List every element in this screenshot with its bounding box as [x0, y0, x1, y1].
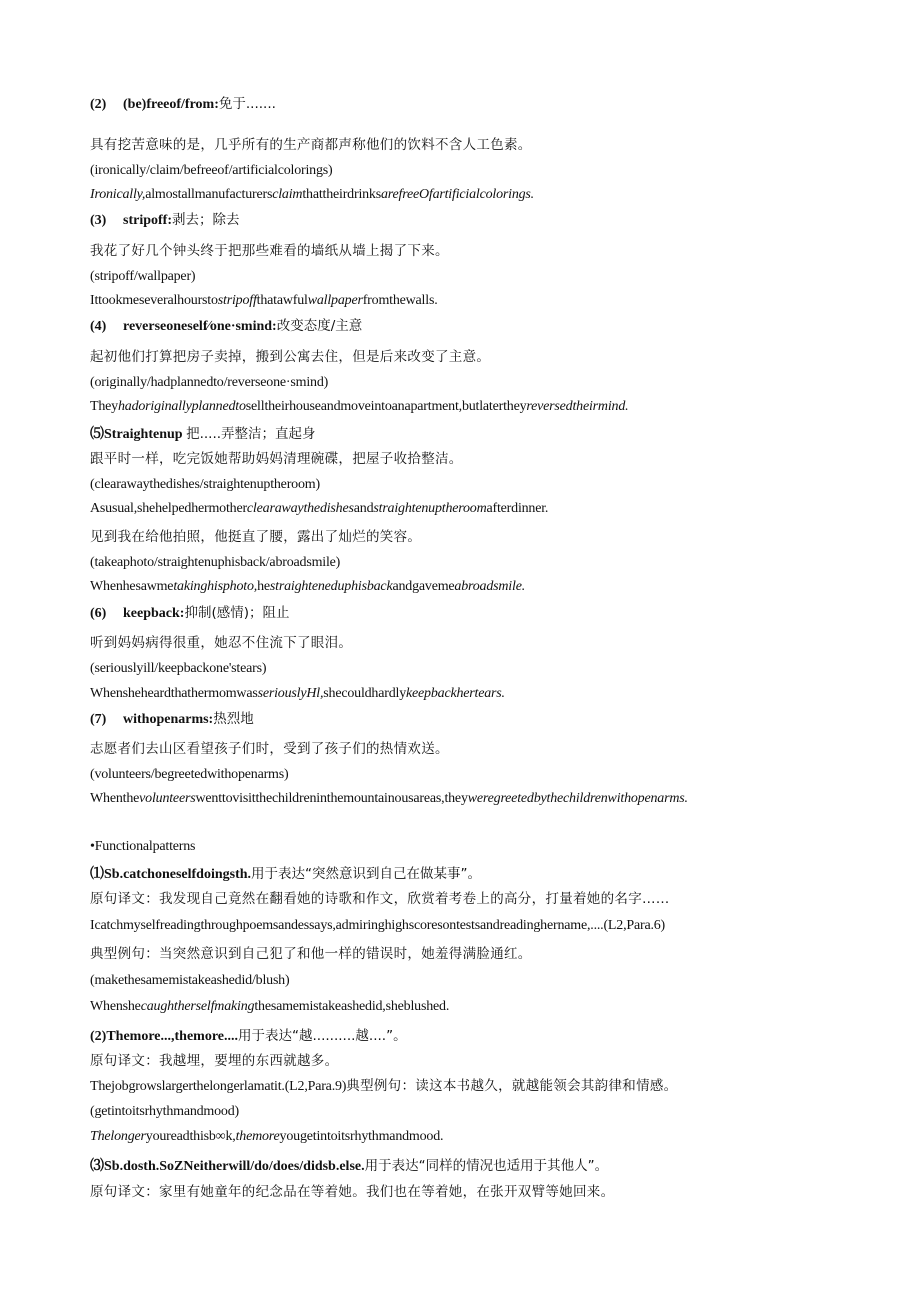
keyword-hint: (getintoitsrhythmandmood) [90, 1104, 239, 1119]
keyword-hint: (ironically/claim/befreeof/artificialcolorings) [90, 163, 333, 178]
heading-the-more: (2)Themore...,themore....用于表达“越..........越....”。 [90, 1028, 407, 1044]
heading-so-neither: ⑶Sb.dosth.SoZNeitherwill/do/does/didsb.else.用于表达“同样的情况也适用于其他人”。 [90, 1158, 609, 1174]
heading-with-open-arms: (7) withopenarms:热烈地 [90, 711, 254, 727]
keyword-hint: (volunteers/begreetedwithopenarms) [90, 767, 289, 782]
english-translation: Ironically,almostallmanufacturersclaimthattheirdrinksarefreeOfartificialcolorings. [90, 187, 534, 202]
english-translation: WhensheheardthathermomwasseriouslyHl,shecouldhardlykeepbackhertears. [90, 686, 505, 701]
chinese-sentence: 起初他们打算把房子卖掉，搬到公寓去住，但是后来改变了主意。 [90, 349, 491, 365]
original-translation: 原句译文：我发现自己竟然在翻看她的诗歌和作文，欣赏着考卷上的高分，打量着她的名字…… [90, 891, 670, 907]
english-translation: Theyhadoriginallyplannedtoselltheirhouseandmoveintoanapartment,butlatertheyreversedtheirmind. [90, 399, 629, 414]
english-translation: Whenshecaughtherselfmakingthesamemistakeashedid,sheblushed. [90, 999, 450, 1014]
example-sentence-cn: 典型例句：当突然意识到自己犯了和他一样的错误时，她羞得满脸通红。 [90, 946, 532, 962]
keyword-hint: (originally/hadplannedto/reverseone·smind) [90, 375, 329, 390]
heading-catch-oneself: ⑴Sb.catchoneselfdoingsth.用于表达“突然意识到自己在做某事”。 [90, 866, 482, 882]
english-translation: Ittookmeseveralhourstostripoffthatawfulwallpaperfromthewalls. [90, 293, 438, 308]
heading-reverse-mind: (4) reverseoneself∕one·smind:改变态度/主意 [90, 318, 363, 334]
keyword-hint: (seriouslyill/keepbackone'stears) [90, 661, 267, 676]
section-title-functional-patterns: •Functionalpatterns [90, 839, 196, 854]
heading-strip-off: (3) stripoff:剥去；除去 [90, 212, 240, 228]
english-translation: Asusual,shehelpedhermotherclearawaythedishesandstraightenuptheroomafterdinner. [90, 501, 549, 516]
heading-straighten-up: ⑸Straightenup 把.....弄整洁；直起身 [90, 426, 316, 442]
chinese-sentence: 志愿者们去山区看望孩子们时，受到了孩子们的热情欢送。 [90, 741, 449, 757]
chinese-sentence: 我花了好几个钟头终于把那些难看的墙纸从墙上揭了下来。 [90, 243, 449, 259]
original-sentence: Icatchmyselfreadingthroughpoemsandessays,admiringhighscoresontestsandreadinghername,....(L2,Para.6) [90, 918, 666, 933]
english-translation: Whenhesawmetakinghisphoto,hestraighteneduphisbackandgavemeabroadsmile. [90, 579, 526, 594]
chinese-sentence: 听到妈妈病得很重，她忍不住流下了眼泪。 [90, 635, 353, 651]
original-translation: 原句译文：家里有她童年的纪念品在等着她。我们也在等着她，在张开双臂等她回来。 [90, 1184, 615, 1200]
keyword-hint: (clearawaythedishes/straightenuptheroom) [90, 477, 320, 492]
english-translation: Whenthevolunteerswenttovisitthechildreninthemountainousareas,theyweregreetedbythechildrenwithopenarms. [90, 791, 688, 806]
english-translation: Thelongeryoureadthisb∞k,themoreyougetintoitsrhythmandmood. [90, 1129, 444, 1144]
chinese-sentence: 具有挖苦意味的是，几乎所有的生产商都声称他们的饮料不含人工色素。 [90, 137, 532, 153]
heading-free-of: (2) (be)freeof/from:免于....... [90, 96, 276, 112]
original-translation: 原句译文：我越埋，要埋的东西就越多。 [90, 1053, 339, 1069]
heading-keep-back: (6) keepback:抑制(感情)；阻止 [90, 605, 290, 621]
keyword-hint: (makethesamemistakeashedid/blush) [90, 973, 290, 988]
keyword-hint: (stripoff/wallpaper) [90, 269, 196, 284]
chinese-sentence: 见到我在给他拍照，他挺直了腰，露出了灿烂的笑容。 [90, 529, 422, 545]
chinese-sentence: 跟平时一样，吃完饭她帮助妈妈清理碗碟，把屋子收拾整洁。 [90, 451, 463, 467]
original-sentence-with-example: Thejobgrowslargerthelongerlamatit.(L2,Para.9)典型例句：读这本书越久，就越能领会其韵律和情感。 [90, 1078, 678, 1094]
keyword-hint: (takeaphoto/straightenuphisback/abroadsmile) [90, 555, 341, 570]
